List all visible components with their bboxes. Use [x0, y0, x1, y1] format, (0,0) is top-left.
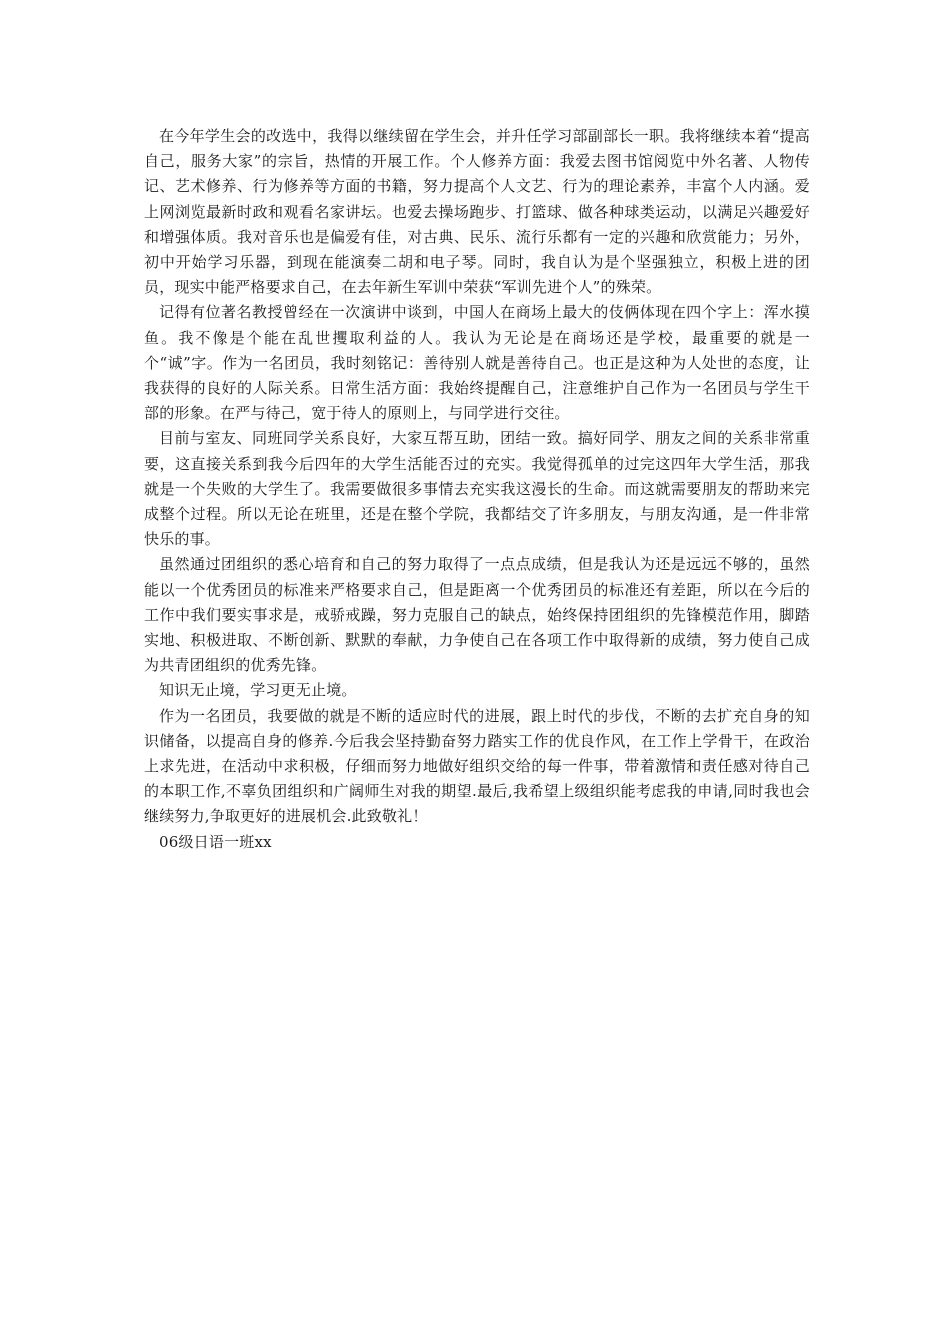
- paragraph-learning: 知识无止境，学习更无止境。: [159, 681, 357, 700]
- document-body: [144, 124, 810, 855]
- paragraph-improvement: 虽然通过团组织的悉心培育和自己的努力取得了一点点成绩，但是我认为还是远远不够的，虽然能以一个优秀团员的标准来严格要求自己，但是距离一个优秀团员的标准还有差距，所以在今后的工作中我们要实事求是，戒骄戒躁，努力克服自己的缺点，始终保持团组织的先锋模范作用，脚踏实地、积极进取、不断创新、默默的奉献，力争使自己在各项工作中取得新的成绩，努力使自己成为共青团组织的优秀先锋。: [144, 555, 810, 675]
- paragraph-relationships: 目前与室友、同班同学关系良好，大家互帮互助，团结一致。搞好同学、朋友之间的关系非常重要，这直接关系到我今后四年的大学生活能否过的充实。我觉得孤单的过完这四年大学生活，那我就是一个失败的大学生了。我需要做很多事情去充实我这漫长的生命。而这就需要朋友的帮助来完成整个过程。所以无论在班里，还是在整个学院，我都结交了许多朋友，与朋友沟通，是一件非常快乐的事。: [144, 429, 810, 549]
- paragraph-closing: 作为一名团员，我要做的就是不断的适应时代的进展，跟上时代的步伐，不断的去扩充自身的知识储备，以提高自身的修养.今后我会坚持勤奋努力踏实工作的优良作风，在工作上学骨干，在政治上求先进，在活动中求积极，仔细而努力地做好组织交给的每一件事，带着激情和责任感对待自己的本职工作,不辜负团组织和广阔师生对我的期望.最后,我希望上级组织能考虑我的申请,同时我也会继续努力,争取更好的进展机会.此致敬礼！: [144, 706, 810, 826]
- paragraph-self-cultivation: 在今年学生会的改选中，我得以继续留在学生会，并升任学习部副部长一职。我将继续本着“提高自己，服务大家”的宗旨，热情的开展工作。个人修养方面：我爱去图书馆阅览中外名著、人物传记、艺术修养、行为修养等方面的书籍，努力提高个人文艺、行为的理论素养，丰富个人内涵。爱上网浏览最新时政和观看名家讲坛。也爱去操场跑步、打篮球、做各种球类运动，以满足兴趣爱好和增强体质。我对音乐也是偏爱有佳，对古典、民乐、流行乐都有一定的兴趣和欣赏能力；另外，初中开始学习乐器，到现在能演奏二胡和电子琴。同时，我自认为是个坚强独立，积极上进的团员，现实中能严格要求自己，在去年新生军训中荣获“军训先进个人”的殊荣。: [144, 127, 810, 297]
- paragraph-integrity: 记得有位著名教授曾经在一次演讲中谈到，中国人在商场上最大的伎俩体现在四个字上：浑水摸鱼。我不像是个能在乱世攫取利益的人。我认为无论是在商场还是学校，最重要的就是一个“诚”字。作为一名团员，我时刻铭记：善待别人就是善待自己。也正是这种为人处世的态度，让我获得的良好的人际关系。日常生活方面：我始终提醒自己，注意维护自己作为一名团员与学生干部的形象。在严与待己，宽于待人的原则上，与同学进行交往。: [144, 303, 810, 423]
- signature: 06级日语一班xx: [159, 832, 272, 851]
